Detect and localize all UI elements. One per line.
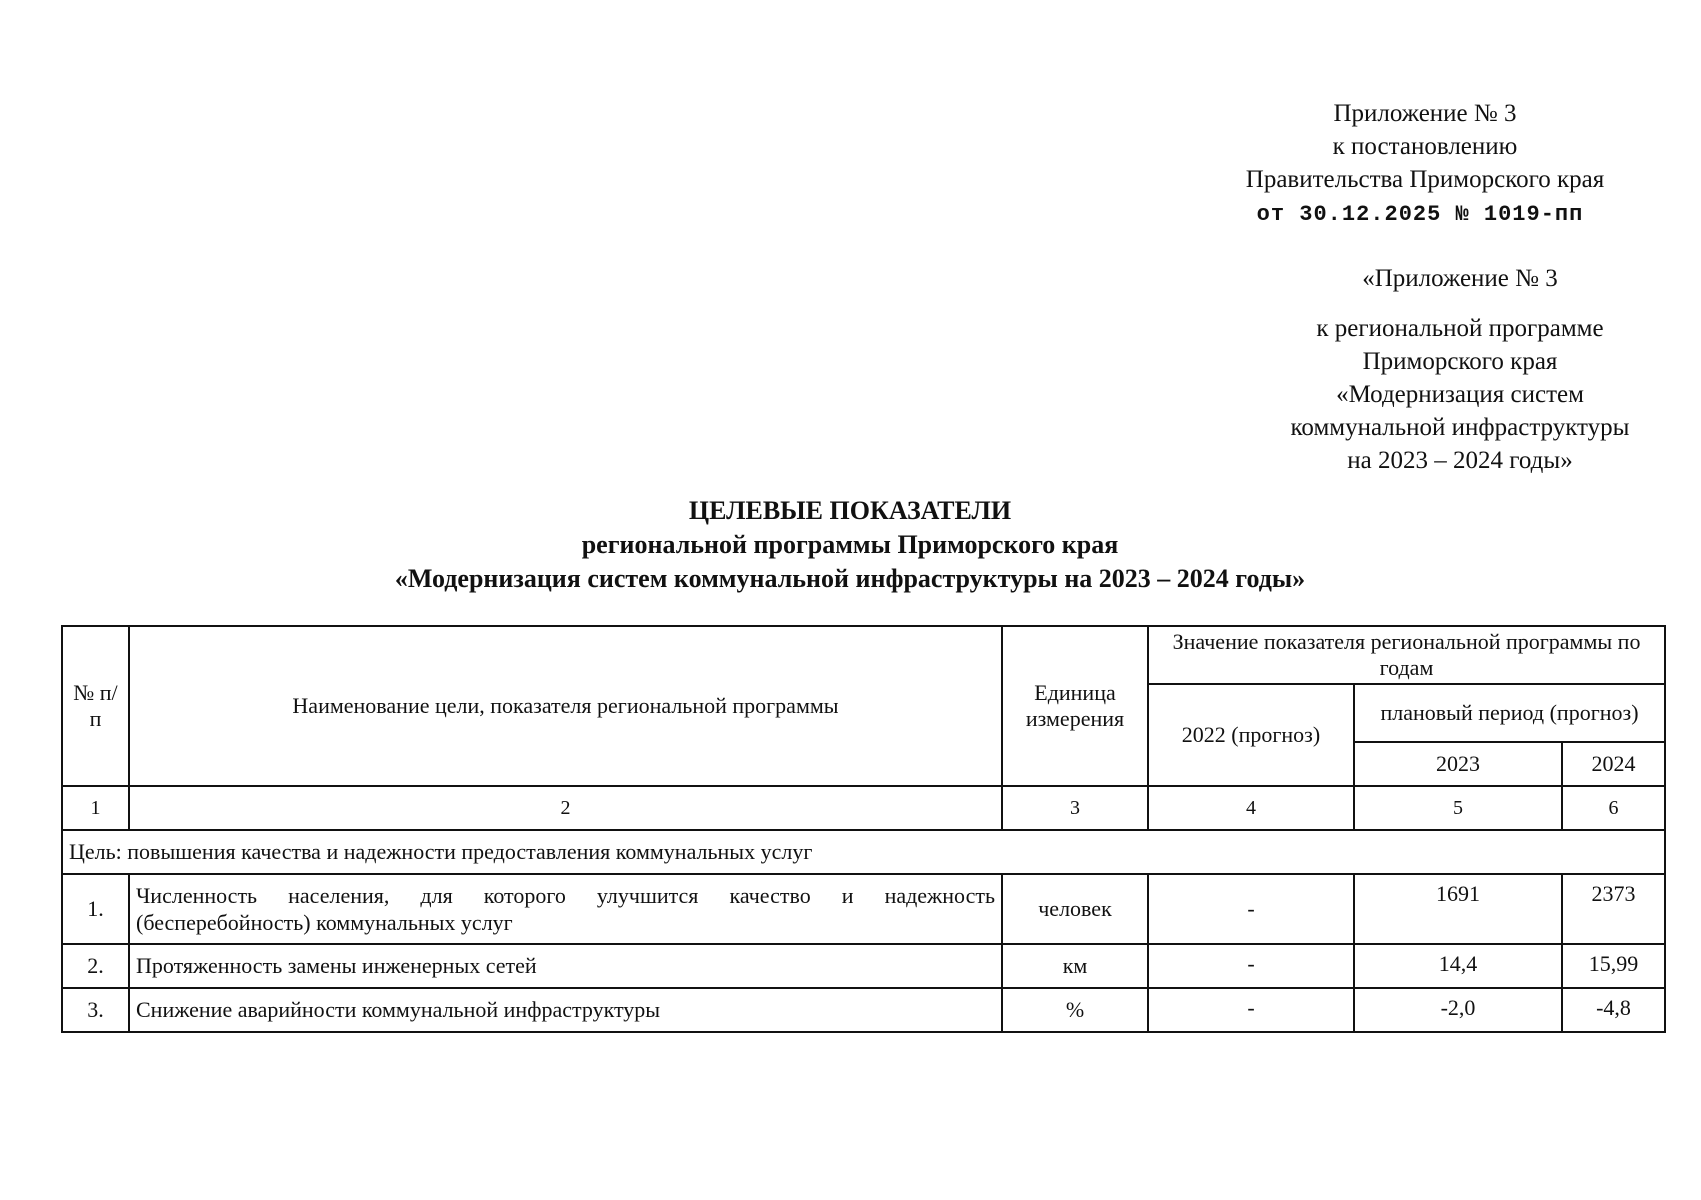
goal-text: Цель: повышения качества и надежности предоставления коммунальных услуг (62, 830, 1665, 874)
value-2022: - (1148, 874, 1354, 944)
row-number: 1. (62, 874, 129, 944)
row-number: 3. (62, 988, 129, 1032)
inner-annex-line: на 2023 – 2024 годы» (1347, 447, 1573, 474)
table-row (62, 874, 1665, 944)
annex-government: Правительства Приморского края (1245, 166, 1605, 193)
value-2022: - (1148, 988, 1354, 1032)
column-number: 3 (1002, 786, 1148, 830)
indicator-unit: человек (1002, 874, 1148, 944)
header-year-2023: 2023 (1354, 742, 1562, 786)
row-number: 2. (62, 944, 129, 988)
table-header-row (62, 626, 1665, 684)
header-year-2022: 2022 (прогноз) (1148, 684, 1354, 786)
indicator-unit: % (1002, 988, 1148, 1032)
resolution-date-number: от 30.12.2025 № 1019-пп (1256, 202, 1584, 227)
header-year-2024: 2024 (1562, 742, 1665, 786)
indicator-name: Численность населения, для которого улучшится качество и надежность (бесперебойность) коммунальных услуг (129, 874, 1002, 944)
value-2024: -4,8 (1562, 988, 1665, 1032)
annex-to-resolution: к постановлению (1332, 133, 1518, 160)
indicator-name: Снижение аварийности коммунальной инфраструктуры (129, 988, 1002, 1032)
column-number: 1 (62, 786, 129, 830)
inner-annex-line: коммунальной инфраструктуры (1290, 414, 1630, 441)
inner-annex-line: Приморского края (1362, 348, 1558, 375)
heading-main: ЦЕЛЕВЫЕ ПОКАЗАТЕЛИ (688, 496, 1012, 525)
annex-reference-block (1210, 97, 1640, 231)
header-unit: Единица измерения (1002, 626, 1148, 786)
indicator-name: Протяженность замены инженерных сетей (129, 944, 1002, 988)
value-2023: 1691 (1354, 874, 1562, 944)
value-2024: 2373 (1562, 874, 1665, 944)
inner-annex-line: к региональной программе (1316, 315, 1604, 342)
column-number-row (62, 786, 1665, 830)
inner-annex-reference (1230, 312, 1690, 477)
annex-number: Приложение № 3 (1333, 100, 1517, 127)
heading-subtitle: региональной программы Приморского края (581, 530, 1119, 559)
target-indicators-table (61, 625, 1666, 1033)
goal-row (62, 830, 1665, 874)
column-number: 2 (129, 786, 1002, 830)
header-number: № п/п (62, 626, 129, 786)
value-2024: 15,99 (1562, 944, 1665, 988)
value-2023: -2,0 (1354, 988, 1562, 1032)
column-number: 4 (1148, 786, 1354, 830)
document-heading (200, 494, 1500, 596)
column-number: 6 (1562, 786, 1665, 830)
table-row (62, 988, 1665, 1032)
indicator-unit: км (1002, 944, 1148, 988)
value-2023: 14,4 (1354, 944, 1562, 988)
header-values-group: Значение показателя региональной программы по годам (1148, 626, 1665, 684)
value-2022: - (1148, 944, 1354, 988)
inner-annex-line: «Модернизация систем (1336, 381, 1584, 408)
table-row (62, 944, 1665, 988)
header-planned-period: плановый период (прогноз) (1354, 684, 1665, 742)
heading-program-name: «Модернизация систем коммунальной инфраструктуры на 2023 – 2024 годы» (394, 564, 1306, 593)
column-number: 5 (1354, 786, 1562, 830)
header-name: Наименование цели, показателя региональной программы (129, 626, 1002, 786)
inner-annex-title: «Приложение № 3 (1362, 265, 1558, 292)
